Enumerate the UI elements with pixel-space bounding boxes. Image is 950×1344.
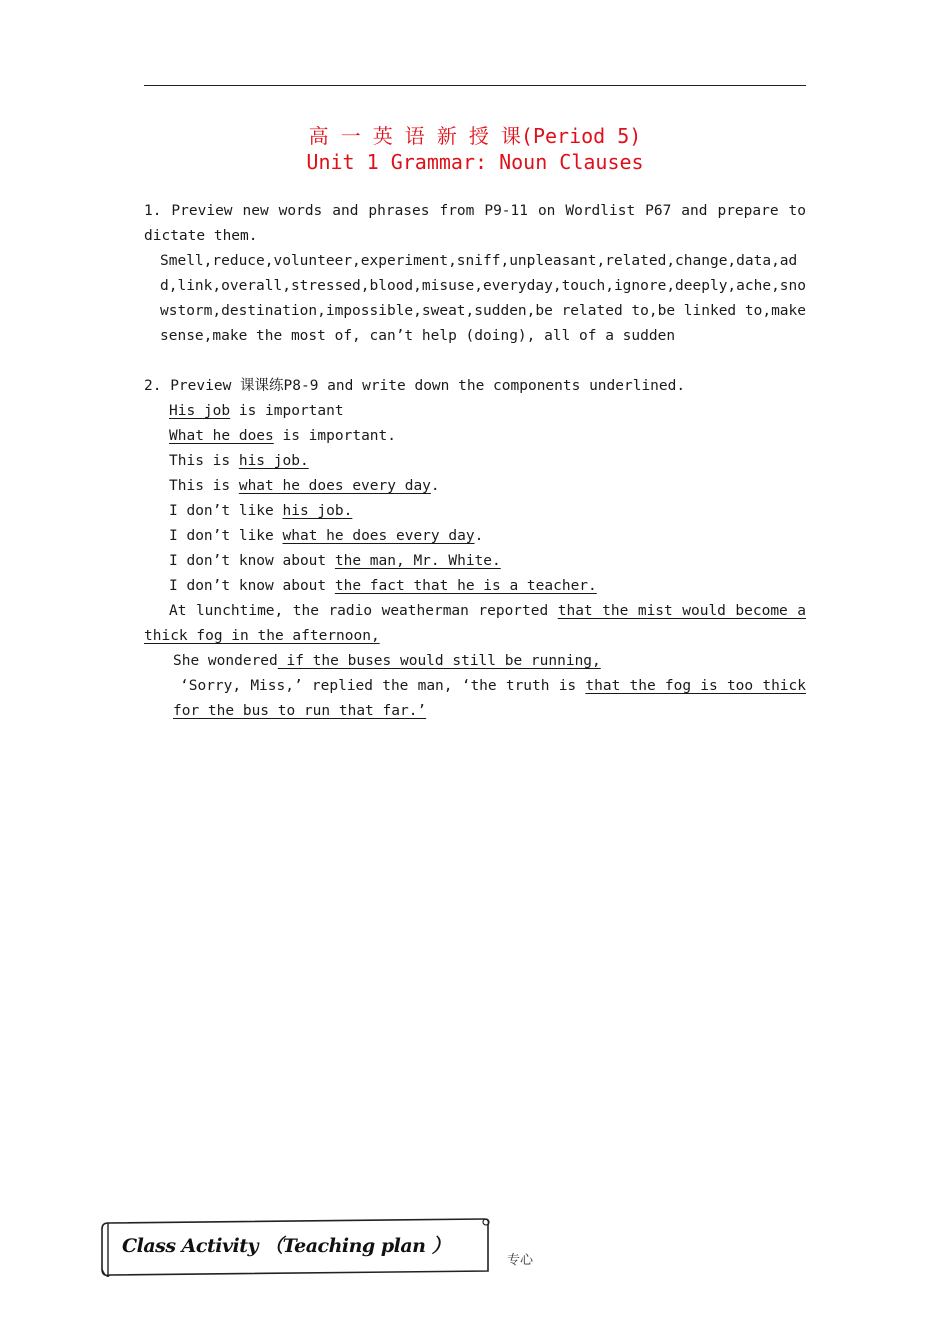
page-subtitle: Unit 1 Grammar: Noun Clauses — [306, 150, 644, 174]
class-activity-banner — [100, 1217, 495, 1281]
example-sentence: This is what he does every day. — [169, 478, 440, 494]
example-sentence: This is his job. — [169, 453, 309, 469]
section2-intro: 2. Preview 课课练P8-9 and write down the components underlined. — [144, 378, 686, 394]
corner-note: 专心 — [507, 1253, 534, 1268]
example-sentence: I don’t know about the man, Mr. White. — [169, 553, 501, 569]
example-sentence: At lunchtime, the radio weatherman reported that the mist would become a — [169, 603, 807, 619]
example-sentence: ‘Sorry, Miss,’ replied the man, ‘the truth is that the fog is too thick — [180, 678, 806, 694]
page-title: 高 一 英 语 新 授 课(Period 5) — [308, 124, 642, 148]
top-rule — [144, 85, 806, 86]
example-sentence-continuation: thick fog in the afternoon, — [144, 628, 380, 644]
document-body — [144, 199, 806, 724]
example-sentence-continuation: for the bus to run that far.’ — [173, 703, 427, 719]
example-sentence: I don’t like his job. — [169, 503, 353, 519]
example-sentence: I don’t know about the fact that he is a teacher. — [169, 578, 597, 594]
section1-word-list: Smell,reduce,volunteer,experiment,sniff,unpleasant,related,change,data,add,link,overall,stressed,blood,misuse,everyday,touch,ignore,deeply,ache,snowstorm,destination,impossible,sweat,sudden,be related to,be linked to,make sense,make the most of, can’t help (doing), all of a sudden — [160, 253, 807, 344]
example-sentence: What he does is important. — [169, 428, 396, 444]
banner-text: Class Activity （Teaching plan ） — [122, 1235, 451, 1257]
example-sentence: She wondered if the buses would still be running, — [173, 653, 601, 669]
example-sentence: His job is important — [169, 403, 344, 419]
section1-intro: 1. Preview new words and phrases from P9-11 on Wordlist P67 and prepare to dictate them. — [144, 203, 806, 244]
example-sentence: I don’t like what he does every day. — [169, 528, 484, 544]
